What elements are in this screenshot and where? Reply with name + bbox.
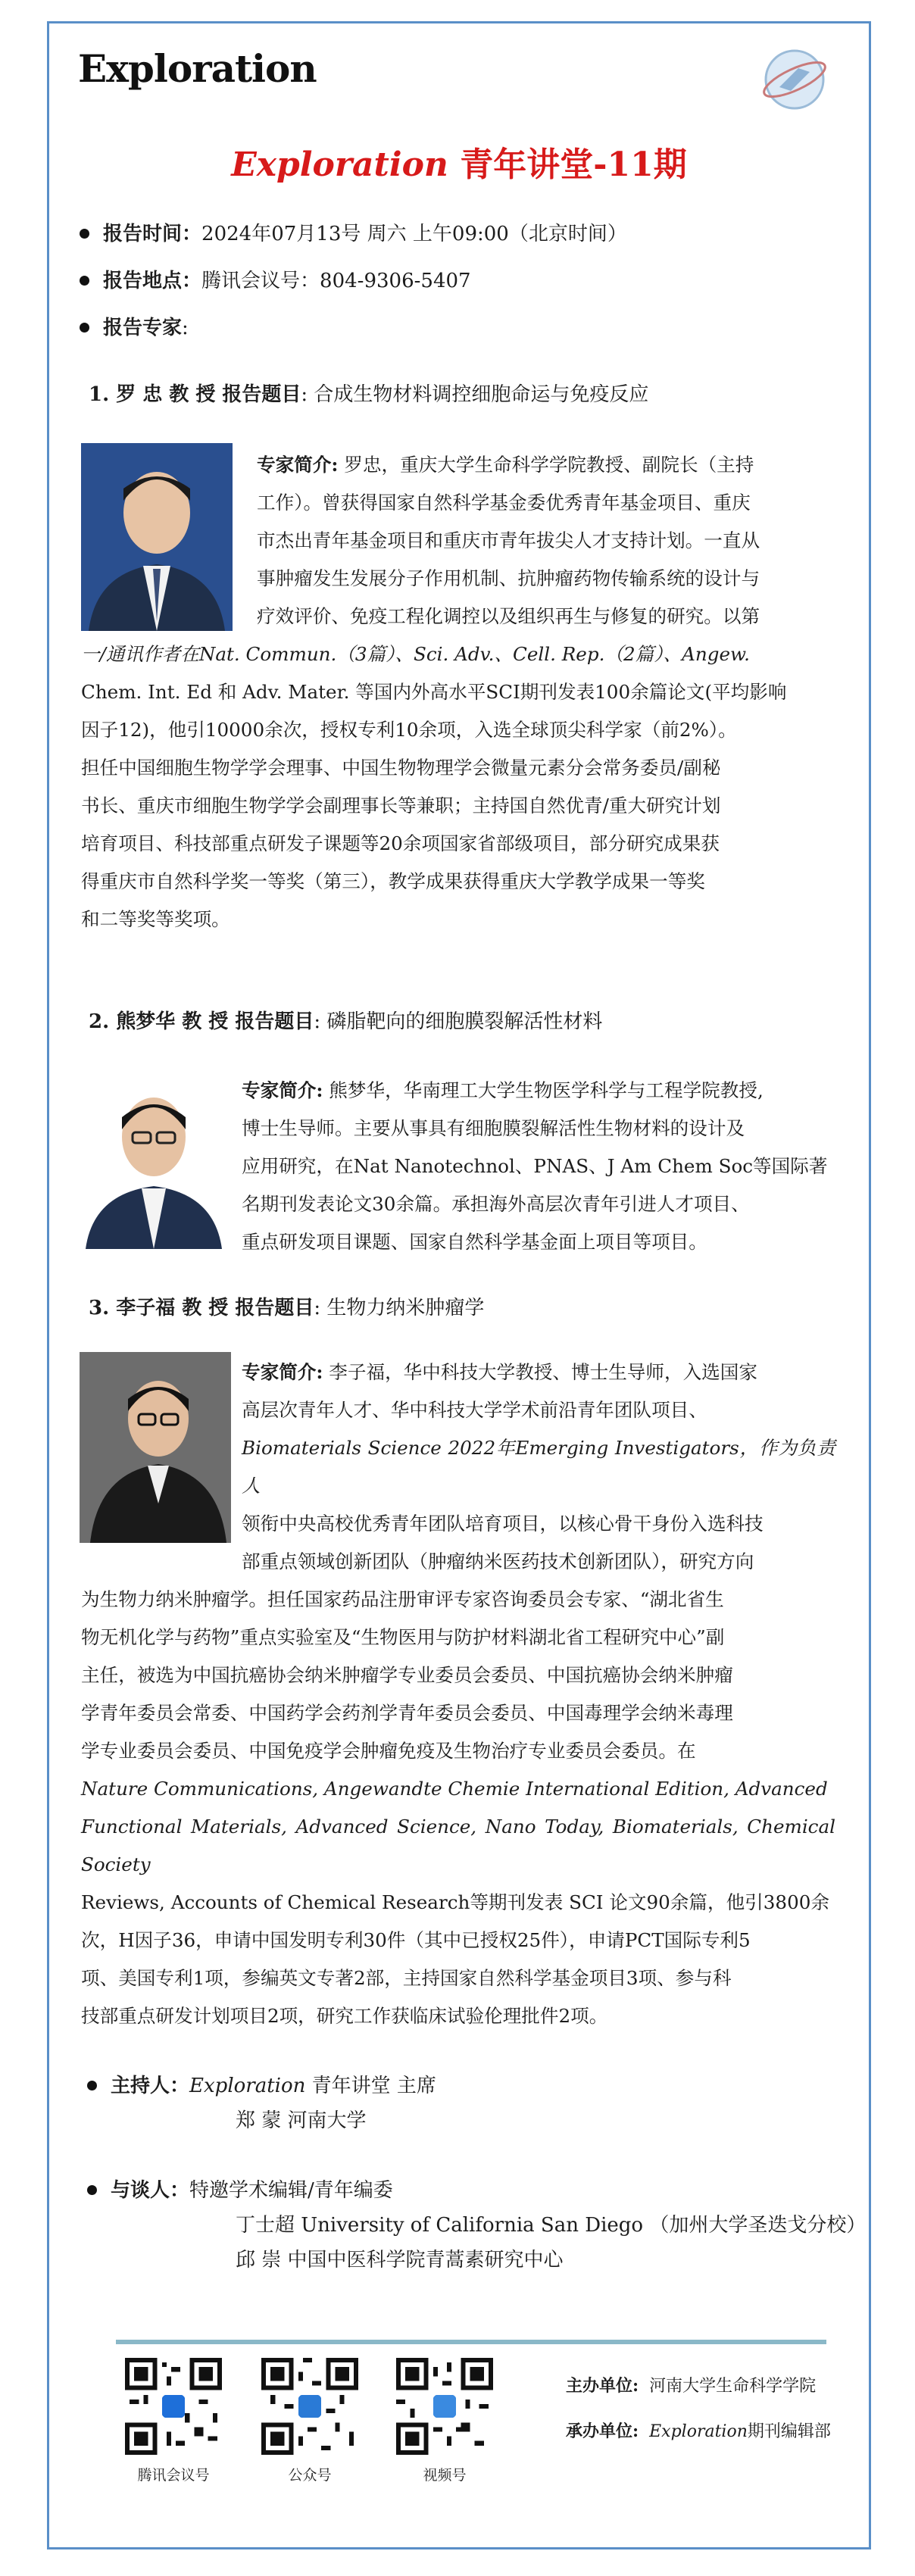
bio-line: 熊梦华，华南理工大学生物医学科学与工程学院教授, [329,1079,764,1101]
qr-label: 视频号 [423,2467,467,2484]
footer-separator [116,2340,826,2344]
panel-role: 特邀学术编辑/青年编委 [189,2179,393,2202]
exploration-logo: Exploration [78,46,317,91]
bio-line: 项、美国专利1项，参编英文专著2部，主持国家自然科学基金项目3项、参与科 [81,1967,732,1989]
time-label: 报告时间 [103,223,183,245]
title-rest: 青年讲堂-11期 [448,145,687,184]
bio-line: 名期刊发表论文30余篇。承担海外高层次青年引进人才项目、 [242,1193,750,1215]
organizer-host [566,2373,816,2396]
speaker-1-bio [81,446,835,938]
bio-line: 疗效评价、免疫工程化调控以及组织再生与修复的研究。以第 [257,605,760,627]
host-unit-value: 河南大学生命科学学院 [649,2377,817,2396]
journal-emblem-icon [757,42,832,117]
speaker-topic: : 磷脂靶向的细胞膜裂解活性材料 [314,1010,603,1033]
bio-line: 工作）。曾获得国家自然科学基金委优秀青年基金项目、重庆 [257,492,751,514]
intro-label: 专家简介: [242,1361,323,1383]
host-journal: Exploration [189,2075,306,2097]
host-role: 青年讲堂 主席 [305,2075,436,2097]
qr-label: 腾讯会议号 [137,2467,210,2484]
bio-line: 重点研发项目课题、国家自然科学基金面上项目等项目。 [242,1231,707,1253]
bullet-icon [87,2081,97,2090]
bio-line: 应用研究，在Nat Nanotechnol、PNAS、J Am Chem Soc等国际著 [242,1155,828,1177]
qr-official-account[interactable] [261,2358,358,2455]
qr-video-channel[interactable] [396,2358,493,2455]
bio-line: Functional Materials, Advanced Science, Nano Today, Biomaterials, Chemical Society [81,1816,835,1875]
intro-label: 专家简介: [257,454,339,476]
organizer-co [566,2418,831,2442]
report-time: 报告时间：2024年07月13号 周六 上午09:00（北京时间） [80,219,627,249]
page-title [49,137,869,186]
place-label: 报告地点 [103,270,183,292]
bio-line: Biomaterials Science 2022年Emerging Investigators，作为负责人 [242,1437,835,1497]
title-journal: Exploration [231,145,448,184]
speaker-3-heading [89,1293,484,1323]
speaker-heading: 3. 李子福 教 授 报告题目 [89,1297,314,1319]
bullet-icon [80,229,89,239]
poster-frame [47,21,871,2549]
co-unit-label: 承办单位: [566,2421,639,2441]
bio-line: 担任中国细胞生物学学会理事、中国生物物理学会微量元素分会常务委员/副秘 [81,757,721,779]
bio-line: 书长、重庆市细胞生物学学会副理事长等兼职；主持国自然优青/重大研究计划 [81,795,721,817]
bio-line: 得重庆市自然科学奖一等奖（第三），教学成果获得重庆大学教学成果一等奖 [81,870,705,892]
time-value: 2024年07月13号 周六 上午09:00（北京时间） [201,223,627,245]
host-label: 主持人 [111,2075,170,2097]
bio-line: 李子福，华中科技大学教授、博士生导师，入选国家 [329,1361,757,1383]
bio-line: Nature Communications, Angewandte Chemie International Edition, Advanced [81,1778,828,1800]
speaker-1-heading [89,379,648,410]
bio-line: 高层次青年人才、华中科技大学学术前沿青年团队项目、 [242,1399,707,1421]
speaker-2-bio [81,1072,835,1261]
bio-line: 一/通讯作者在Nat. Commun.（3篇）、Sci. Adv.、Cell. Rep.（2篇）、Angew. [81,643,750,665]
bio-line: 学专业委员会委员、中国免疫学会肿瘤免疫及生物治疗专业委员会委员。在 [81,1740,696,1762]
bullet-icon [80,323,89,333]
bio-line: Chem. Int. Ed 和 Adv. Mater. 等国内外高水平SCI期刊发表100余篇论文(平均影响 [81,681,787,703]
speaker-topic: : 合成生物材料调控细胞命运与免疫反应 [301,383,649,406]
bullet-icon [87,2185,97,2195]
host-unit-label: 主办单位: [566,2376,639,2396]
bio-line: 市杰出青年基金项目和重庆市青年拔尖人才支持计划。一直从 [257,529,760,551]
bio-line: 物无机化学与药物”重点实验室及“生物医用与防护材料湖北省工程研究中心”副 [81,1626,725,1648]
bio-line: 和二等奖等奖项。 [81,908,230,930]
bio-line: 学青年委员会常委、中国药学会药剂学青年委员会委员、中国毒理学会纳米毒理 [81,1702,733,1724]
bio-line: 领衔中央高校优秀青年团队培育项目，以核心骨干身份入选科技 [242,1513,764,1535]
place-value: 腾讯会议号：804-9306-5407 [201,270,471,292]
bio-line: 事肿瘤发生发展分子作用机制、抗肿瘤药物传输系统的设计与 [257,567,760,589]
co-unit-journal: Exploration [649,2422,748,2441]
co-unit-rest: 期刊编辑部 [747,2422,831,2441]
experts-label: 报告专家 [103,317,183,339]
bio-line: 因子12)，他引10000余次，授权专利10余项，入选全球顶尖科学家（前2%）。 [81,719,737,741]
speaker-3-bio [81,1354,835,2035]
panelist-1: 丁士超 University of California San Diego （加州大学圣迭戈分校） [236,2214,867,2237]
speaker-heading: 2. 熊梦华 教 授 报告题目 [89,1010,314,1033]
bio-line: 博士生导师。主要从事具有细胞膜裂解活性生物材料的设计及 [242,1117,745,1139]
qr-tencent-meeting[interactable] [125,2358,222,2455]
speaker-topic: : 生物力纳米肿瘤学 [314,1297,485,1319]
bio-line: 部重点领域创新团队（肿瘤纳米医药技术创新团队），研究方向 [242,1550,754,1572]
panelist-2: 邱 崇 中国中医科学院青蒿素研究中心 [236,2249,564,2272]
intro-label: 专家简介: [242,1079,323,1101]
report-experts: 报告专家: [80,313,189,343]
bio-line: 主任，被选为中国抗癌协会纳米肿瘤学专业委员会委员、中国抗癌协会纳米肿瘤 [81,1664,733,1686]
bio-line: 培育项目、科技部重点研发子课题等20余项国家省部级项目，部分研究成果获 [81,832,720,854]
bio-line: 次，H因子36，申请中国发明专利30件（其中已授权25件），申请PCT国际专利5 [81,1929,751,1951]
panel-block: 与谈人：特邀学术编辑/青年编委 丁士超 University of California San Diego （加州大学圣迭戈分校） 邱 崇 中国中医科学院青蒿素研究中心 [87,2173,866,2278]
bio-line: 罗忠，重庆大学生命科学学院教授、副院长（主持 [344,454,754,476]
report-place: 报告地点：腾讯会议号：804-9306-5407 [80,266,471,296]
panel-label: 与谈人 [111,2179,170,2202]
qr-label: 公众号 [288,2467,332,2484]
bullet-icon [80,276,89,286]
host-name: 郑 蒙 河南大学 [236,2109,367,2132]
speaker-heading: 1. 罗 忠 教 授 报告题目 [89,383,301,406]
bio-line: 为生物力纳米肿瘤学。担任国家药品注册审评专家咨询委员会专家、“湖北省生 [81,1588,724,1610]
host-block: 主持人：Exploration 青年讲堂 主席 郑 蒙 河南大学 [87,2069,436,2138]
bio-line: 技部重点研发计划项目2项，研究工作获临床试验伦理批件2项。 [81,2005,608,2027]
bio-line: Reviews, Accounts of Chemical Research等期刊发表 SCI 论文90余篇，他引3800余 [81,1891,829,1913]
speaker-2-heading [89,1007,602,1037]
